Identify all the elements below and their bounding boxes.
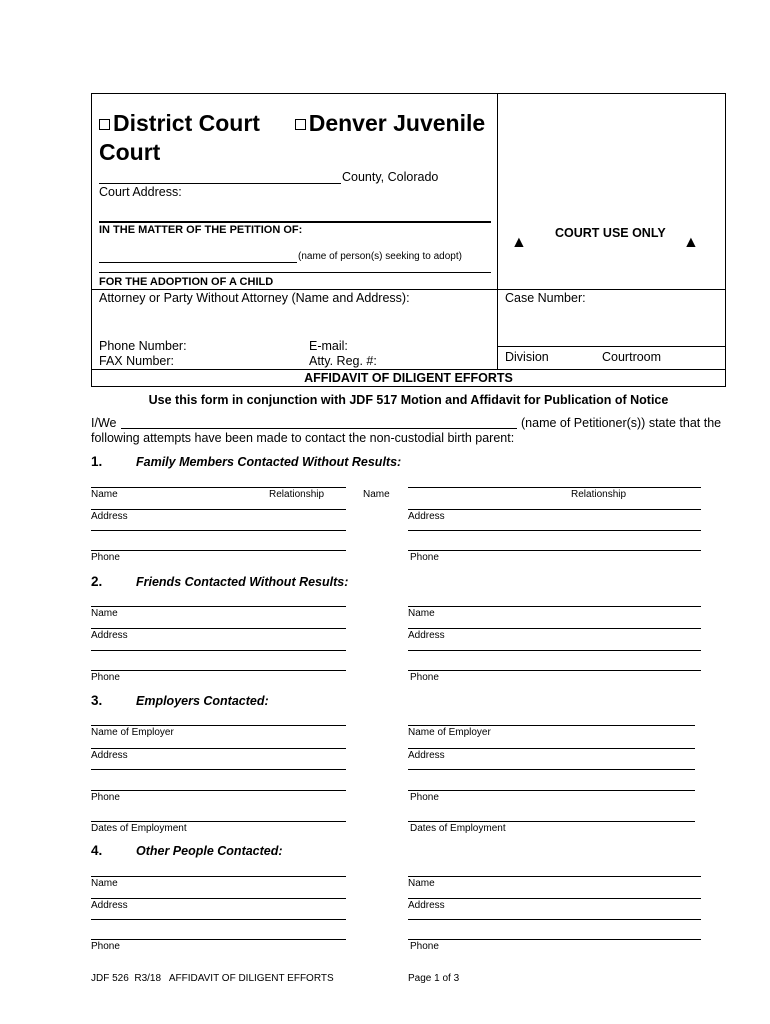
attorney-label: Attorney or Party Without Attorney (Name and Address):	[99, 291, 410, 305]
section-4-number: 4.	[91, 843, 103, 858]
employer-left-name-label: Name of Employer	[91, 727, 174, 738]
family-right-address-label: Address	[408, 511, 445, 522]
intro-line2: following attempts have been made to contact the non-custodial birth parent:	[91, 431, 515, 445]
section-3-number: 3.	[91, 693, 103, 708]
friends-right-address-label: Address	[408, 630, 445, 641]
section-3-title: Employers Contacted:	[136, 694, 269, 708]
caption-divider-vertical	[497, 93, 498, 369]
friends-right-address2-field[interactable]	[408, 650, 701, 651]
other-left-address-label: Address	[91, 900, 128, 911]
email-label: E-mail:	[309, 339, 348, 353]
instruction-text: Use this form in conjunction with JDF 517 Motion and Affidavit for Publication of Notice	[148, 393, 669, 407]
employer-right-dates-field[interactable]	[408, 821, 695, 822]
family-right-phone-field[interactable]	[408, 550, 701, 551]
other-left-phone-field[interactable]	[91, 939, 346, 940]
friends-right-address-field[interactable]	[408, 628, 701, 629]
friends-right-name-label: Name	[408, 608, 435, 619]
employer-left-phone-label: Phone	[91, 792, 120, 803]
employer-left-address2-field[interactable]	[91, 769, 346, 770]
case-number-divider	[497, 346, 726, 347]
fax-number-label: FAX Number:	[99, 354, 175, 368]
denver-juvenile-label: Denver Juvenile	[308, 110, 486, 136]
friends-left-phone-label: Phone	[91, 672, 120, 683]
denver-juvenile-checkbox[interactable]	[295, 119, 306, 130]
employer-left-address-label: Address	[91, 750, 128, 761]
court-options	[99, 109, 494, 167]
other-right-name-field[interactable]	[408, 876, 701, 877]
other-right-name-label: Name	[408, 878, 435, 889]
employer-right-phone-field[interactable]	[408, 790, 695, 791]
phone-number-label: Phone Number:	[99, 339, 187, 353]
section-1-number: 1.	[91, 454, 103, 469]
court-use-only-label: COURT USE ONLY	[555, 226, 666, 240]
other-right-phone-field[interactable]	[408, 939, 701, 940]
other-left-name-field[interactable]	[91, 876, 346, 877]
friends-right-phone-field[interactable]	[408, 670, 701, 671]
friends-right-name-field[interactable]	[408, 606, 701, 607]
county-suffix: County, Colorado	[342, 170, 439, 184]
county-field[interactable]	[99, 183, 341, 184]
petitioner-name-input[interactable]	[121, 428, 517, 429]
family-right-name-field[interactable]	[408, 487, 701, 488]
case-number-label: Case Number:	[505, 291, 586, 305]
family-right-address-field[interactable]	[408, 509, 701, 510]
arrow-up-left-icon: ▲	[511, 234, 527, 251]
other-right-address-label: Address	[408, 900, 445, 911]
friends-left-address-field[interactable]	[91, 628, 346, 629]
adoption-divider	[99, 272, 491, 273]
employer-right-dates-label: Dates of Employment	[410, 823, 506, 834]
family-left-name-field[interactable]	[91, 487, 346, 488]
other-left-address2-field[interactable]	[91, 919, 346, 920]
employer-right-name-field[interactable]	[408, 725, 695, 726]
arrow-up-right-icon: ▲	[683, 234, 699, 251]
employer-right-address-label: Address	[408, 750, 445, 761]
atty-reg-label: Atty. Reg. #:	[309, 354, 377, 368]
intro-lead: I/We	[91, 416, 117, 430]
friends-right-phone-label: Phone	[410, 672, 439, 683]
friends-left-address-label: Address	[91, 630, 128, 641]
footer-page-number: Page 1 of 3	[408, 973, 460, 984]
other-left-address-field[interactable]	[91, 898, 346, 899]
other-left-name-label: Name	[91, 878, 118, 889]
family-left-name-label: Name	[91, 489, 118, 500]
other-right-phone-label: Phone	[410, 941, 439, 952]
footer-form-id: JDF 526 R3/18 AFFIDAVIT OF DILIGENT EFFORTS	[91, 973, 334, 984]
district-court-label: District Court	[113, 110, 260, 136]
other-right-address2-field[interactable]	[408, 919, 701, 920]
family-right-name-label: Name	[363, 489, 390, 500]
employer-left-dates-field[interactable]	[91, 821, 346, 822]
friends-left-name-label: Name	[91, 608, 118, 619]
family-left-phone-field[interactable]	[91, 550, 346, 551]
family-right-relationship-label: Relationship	[571, 489, 627, 500]
denver-juvenile-label-cont: Court	[99, 139, 161, 165]
employer-left-dates-label: Dates of Employment	[91, 823, 187, 834]
court-address-field[interactable]	[99, 221, 491, 223]
employer-right-name-label: Name of Employer	[408, 727, 491, 738]
court-address-label: Court Address:	[99, 185, 182, 199]
family-right-address2-field[interactable]	[408, 530, 701, 531]
employer-right-address-field[interactable]	[408, 748, 695, 749]
friends-left-name-field[interactable]	[91, 606, 346, 607]
friends-left-phone-field[interactable]	[91, 670, 346, 671]
section-4-title: Other People Contacted:	[136, 844, 283, 858]
family-left-address-label: Address	[91, 511, 128, 522]
other-left-phone-label: Phone	[91, 941, 120, 952]
petitioner-name-field[interactable]	[99, 262, 297, 263]
family-right-phone-label: Phone	[410, 552, 439, 563]
form-title: AFFIDAVIT OF DILIGENT EFFORTS	[304, 371, 513, 385]
caption-divider-attorney	[91, 289, 726, 290]
friends-left-address2-field[interactable]	[91, 650, 346, 651]
courtroom-label: Courtroom	[602, 350, 662, 364]
adoption-label: FOR THE ADOPTION OF A CHILD	[99, 276, 274, 288]
family-left-address-field[interactable]	[91, 509, 346, 510]
family-left-relationship-label: Relationship	[269, 489, 325, 500]
intro-tail: (name of Petitioner(s)) state that the	[521, 416, 722, 430]
section-1-title: Family Members Contacted Without Results:	[136, 455, 402, 469]
petitioner-hint: (name of person(s) seeking to adopt)	[298, 251, 462, 262]
employer-left-address-field[interactable]	[91, 748, 346, 749]
family-left-address2-field[interactable]	[91, 530, 346, 531]
matter-label: IN THE MATTER OF THE PETITION OF:	[99, 224, 303, 236]
employer-right-phone-label: Phone	[410, 792, 439, 803]
employer-left-name-field[interactable]	[91, 725, 346, 726]
caption-divider-title	[91, 369, 726, 370]
other-right-address-field[interactable]	[408, 898, 701, 899]
family-left-phone-label: Phone	[91, 552, 120, 563]
district-court-checkbox[interactable]	[99, 119, 110, 130]
employer-left-phone-field[interactable]	[91, 790, 346, 791]
employer-right-address2-field[interactable]	[408, 769, 695, 770]
division-label: Division	[505, 350, 549, 364]
section-2-title: Friends Contacted Without Results:	[136, 575, 349, 589]
section-2-number: 2.	[91, 574, 103, 589]
